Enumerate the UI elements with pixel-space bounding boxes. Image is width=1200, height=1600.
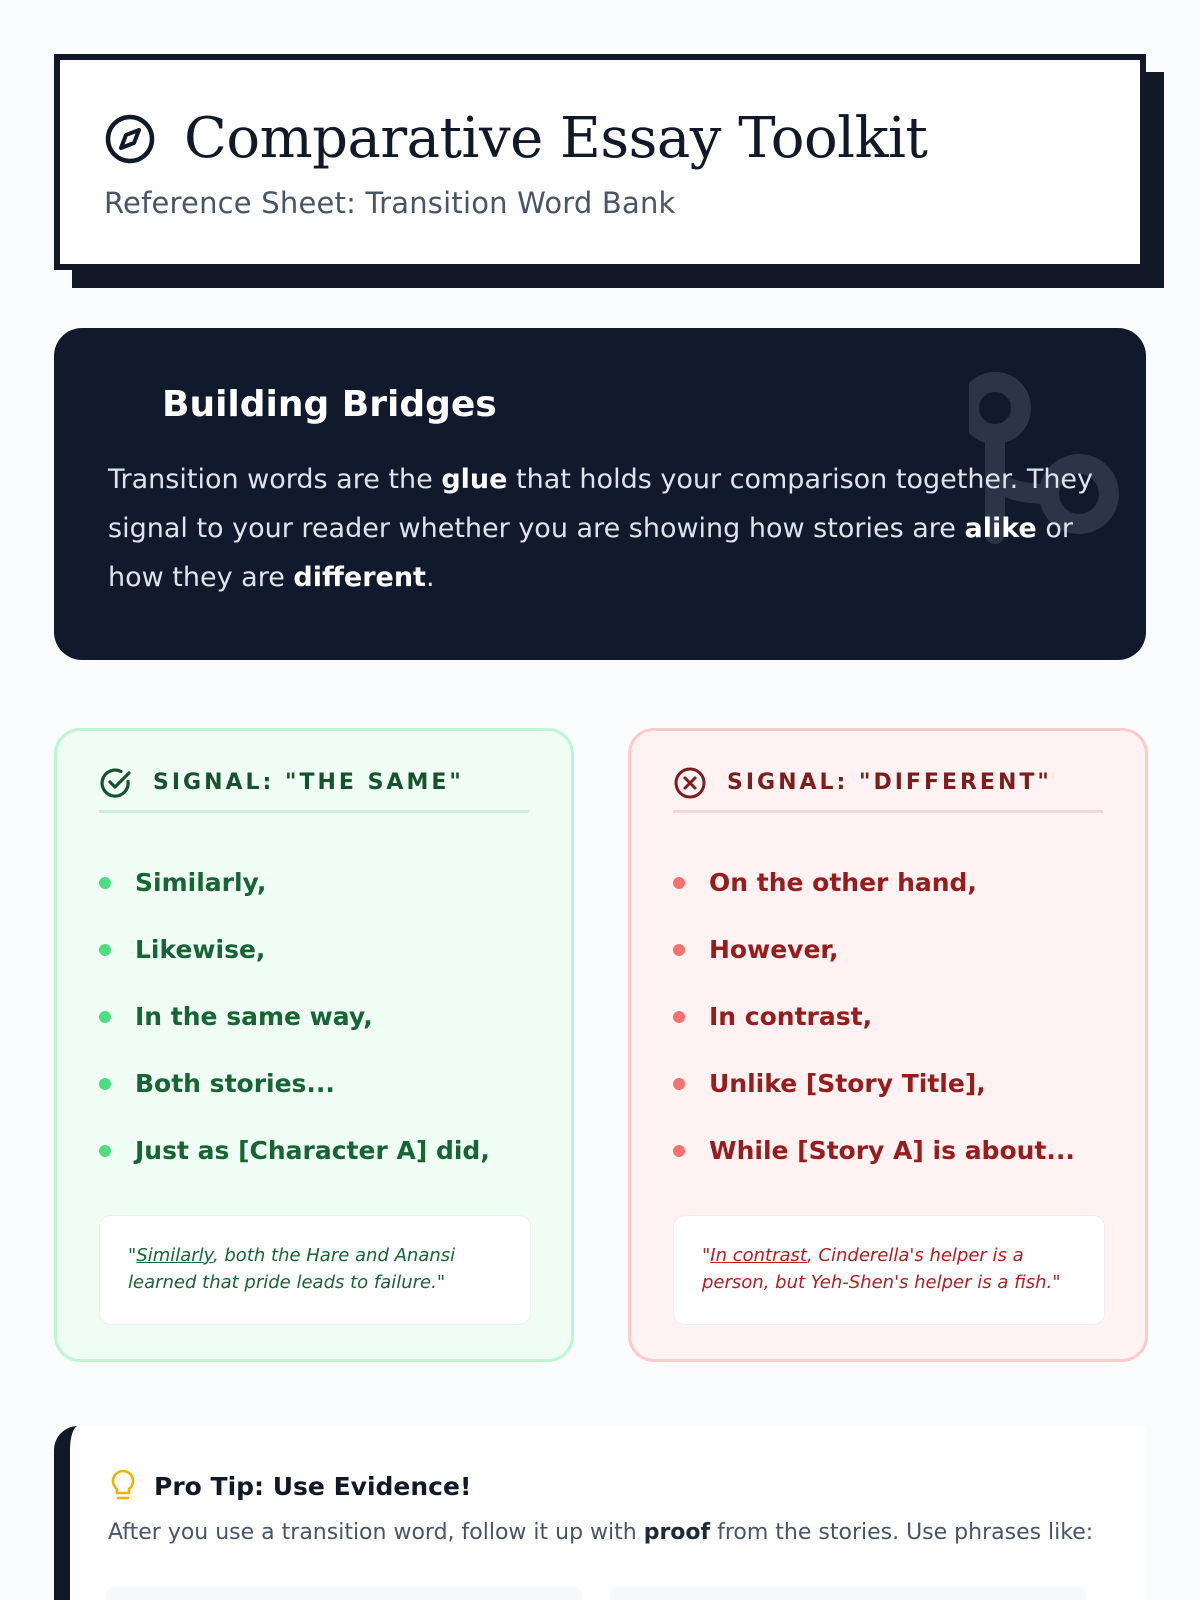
tip-text-part: After you use a transition word, follow it up with: [108, 1520, 644, 1545]
pro-tip-text: [108, 1520, 1102, 1545]
different-signal-card: [628, 728, 1148, 1362]
list-item: [673, 849, 1103, 916]
pro-tip-panel: [54, 1426, 1146, 1600]
same-example-sentence: [99, 1215, 531, 1325]
tip-text-part: from the stories. Use phrases like:: [710, 1520, 1094, 1545]
bullet-dot: [99, 1078, 111, 1090]
quote-mark: ": [128, 1245, 137, 1266]
page-title: Comparative Essay Toolkit: [184, 106, 928, 171]
bullet-dot: [673, 1145, 685, 1157]
page-subtitle: Reference Sheet: Transition Word Bank: [104, 186, 676, 220]
transition-word: Unlike [Story Title],: [709, 1069, 986, 1098]
check-circle-icon: [99, 766, 133, 800]
example-keyword: In contrast: [710, 1245, 807, 1266]
intro-panel: [54, 328, 1146, 660]
transition-word: In the same way,: [135, 1002, 373, 1031]
transition-word: Likewise,: [135, 935, 266, 964]
intro-text: [108, 455, 1094, 602]
list-item: [673, 1050, 1103, 1117]
list-item: [99, 849, 529, 916]
header-card: [54, 54, 1146, 270]
bullet-dot: [99, 1145, 111, 1157]
transition-word: While [Story A] is about...: [709, 1136, 1075, 1165]
list-item: [99, 916, 529, 983]
same-signal-card: [54, 728, 574, 1362]
same-word-list: [99, 849, 529, 1184]
bullet-dot: [99, 877, 111, 889]
transition-word: Similarly,: [135, 868, 267, 897]
list-item: [99, 1050, 529, 1117]
example-text: , Cinderella's helper is a person, but Yeh-Shen's helper is a fish.": [702, 1245, 1061, 1293]
list-item: [99, 983, 529, 1050]
intro-keyword-alike: alike: [964, 513, 1037, 544]
intro-keyword-glue: glue: [441, 464, 508, 495]
title-row: [104, 104, 1096, 174]
x-circle-icon: [673, 766, 707, 800]
same-card-header: [99, 769, 529, 813]
bullet-dot: [673, 944, 685, 956]
list-item: [673, 1117, 1103, 1184]
different-example-sentence: [673, 1215, 1105, 1325]
different-card-header: [673, 769, 1103, 813]
compass-icon: [104, 113, 156, 165]
list-item: [673, 916, 1103, 983]
intro-title: Building Bridges: [162, 384, 497, 425]
tip-keyword-proof: proof: [643, 1520, 711, 1545]
intro-text-part: or how they are: [108, 513, 1073, 593]
intro-text-part: that holds your comparison together. They signal to your reader whether you are showing how stories are: [108, 464, 1094, 544]
different-card-label: SIGNAL: "DIFFERENT": [727, 770, 1052, 795]
evidence-phrase-box: [106, 1586, 582, 1600]
intro-keyword-different: different: [293, 562, 426, 593]
transition-word: Just as [Character A] did,: [135, 1136, 490, 1165]
bullet-dot: [673, 877, 685, 889]
lightbulb-icon: [108, 1468, 138, 1504]
bullet-dot: [673, 1011, 685, 1023]
pro-tip-header: [108, 1466, 1102, 1506]
list-item: [99, 1117, 529, 1184]
evidence-phrase-box: [610, 1586, 1086, 1600]
bullet-dot: [99, 944, 111, 956]
different-word-list: [673, 849, 1103, 1184]
example-text: , both the Hare and Anansi learned that pride leads to failure.": [128, 1245, 456, 1293]
bullet-dot: [99, 1011, 111, 1023]
bullet-dot: [673, 1078, 685, 1090]
transition-word: Both stories...: [135, 1069, 335, 1098]
transition-word: However,: [709, 935, 839, 964]
intro-text-part: Transition words are the: [108, 464, 442, 495]
pro-tip-title: Pro Tip: Use Evidence!: [154, 1471, 472, 1501]
transition-word: In contrast,: [709, 1002, 873, 1031]
same-card-label: SIGNAL: "THE SAME": [153, 770, 464, 795]
quote-mark: ": [702, 1245, 711, 1266]
intro-text-part: .: [425, 562, 435, 593]
transition-word: On the other hand,: [709, 868, 977, 897]
list-item: [673, 983, 1103, 1050]
example-keyword: Similarly: [136, 1245, 213, 1266]
